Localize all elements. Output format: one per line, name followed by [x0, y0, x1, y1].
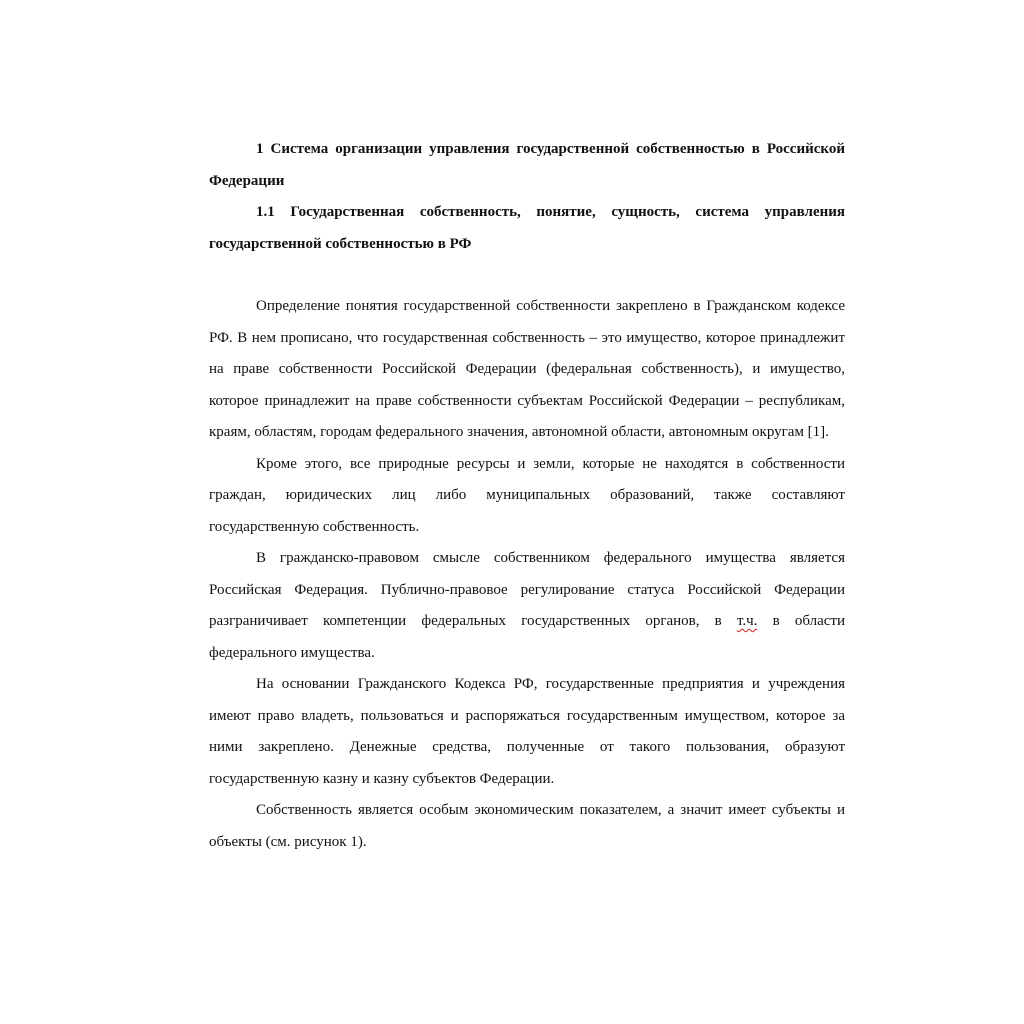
paragraph-3 — [209, 543, 845, 669]
paragraph-4: На основании Гражданского Кодекса РФ, государственные предприятия и учреждения имеют право владеть, пользоваться и распоряжаться государственным имуществом, которое за ними закреплено. Денежные средства, полученные от такого пользования, образуют государственную казну и казну субъектов Федерации. — [209, 676, 845, 787]
paragraph-3-text-end: в области федерального имущества. — [209, 613, 845, 661]
paragraph-2: Кроме этого, все природные ресурсы и земли, которые не находятся в собственности граждан, юридических лиц либо муниципальных образований, также составляют государственную собственность. — [209, 455, 845, 535]
paragraph-5: Собственность является особым экономическим показателем, а значит имеет субъекты и объекты (см. рисунок 1). — [209, 802, 845, 850]
spellcheck-flagged-word[interactable]: т.ч. — [736, 613, 758, 629]
paragraph-3-text-start: В гражданско-правовом смысле собственником федерального имущества является Российская Федерация. Публично-правовое регулирование статуса Российской Федерации разграничивает компетенции федеральных государственных органов, в — [209, 550, 845, 629]
section-heading-1-1: 1.1 Государственная собственность, понятие, сущность, система управления государственной собственностью в РФ — [209, 204, 845, 252]
document-body — [209, 134, 845, 858]
section-heading-1: 1 Система организации управления государственной собственностью в Российской Федерации — [209, 141, 845, 189]
paragraph-1: Определение понятия государственной собственности закреплено в Гражданском кодексе РФ. В нем прописано, что государственная собственность – это имущество, которое принадлежит на праве собственности Российской Федерации (федеральная собственность), и имущество, которое принадлежит на праве собственности субъектам Российской Федерации – республикам, краям, областям, городам федерального значения, автономной области, автономным округам [1]. — [209, 298, 845, 440]
